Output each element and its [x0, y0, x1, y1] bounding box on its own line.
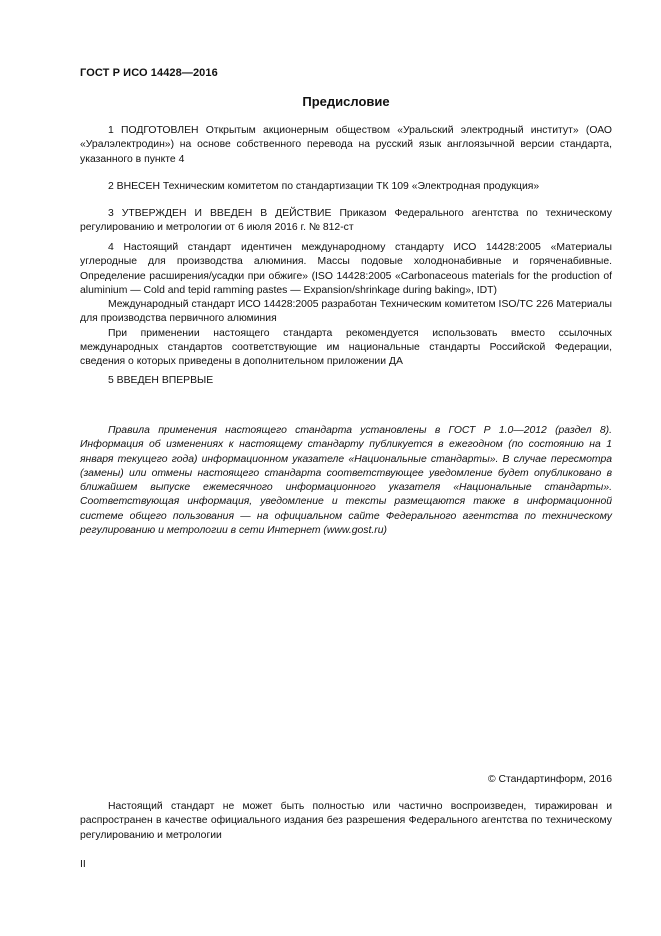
reproduction-notice-text: Настоящий стандарт не может быть полностью или частично воспроизведен, тиражирован и распространен в качестве официального издания без разрешения Федерального агентства по техническому регулированию и метрологии — [80, 801, 612, 841]
document-code: ГОСТ Р ИСО 14428—2016 — [80, 67, 218, 79]
item-3-text: 3 УТВЕРЖДЕН И ВВЕДЕН В ДЕЙСТВИЕ Приказом Федерального агентства по техническому регулированию и метрологии от 6 июля 2016 г. № 812-ст — [80, 208, 612, 234]
item-4-paragraph-3: При применении настоящего стандарта рекомендуется использовать вместо ссылочных международных стандартов соответствующие им национальные стандарты Российской Федерации, сведения о которых приведены в дополнительном приложении ДА — [80, 327, 612, 368]
page-title: Предисловие — [302, 94, 390, 109]
item-4-paragraph-2: Международный стандарт ИСО 14428:2005 разработан Техническим комитетом ISO/TC 226 Материалы для производства первичного алюминия — [80, 299, 612, 325]
foreword-item-3 — [80, 207, 612, 236]
item-1-text: 1 ПОДГОТОВЛЕН Открытым акционерным обществом «Уральский электродный институт» (ОАО «Уралэлектродин») на основе собственного перевода на русский язык англоязычной версии стандарта, указанного в пункте 4 — [80, 125, 612, 165]
item-5-text: 5 ВВЕДЕН ВПЕРВЫЕ — [108, 375, 214, 386]
application-rules-notice — [80, 424, 612, 538]
foreword-item-1 — [80, 124, 612, 167]
foreword-item-4 — [80, 241, 612, 370]
copyright: © Стандартинформ, 2016 — [487, 774, 612, 785]
reproduction-notice — [80, 800, 612, 843]
item-4-paragraph-1: 4 Настоящий стандарт идентичен международному стандарту ИСО 14428:2005 «Материалы углеродные для производства алюминия. Массы подовые холоднонабивные и горяченабивные. Определение расширения/усадки при обжиге» (ISO 14428:2005 «Carbonaceous materials for the production of aluminium — Cold and tepid ramming pastes — Expansion/shrinkage during baking», IDT) — [80, 242, 612, 296]
item-2-text: 2 ВНЕСЕН Техническим комитетом по стандартизации ТК 109 «Электродная продукция» — [108, 181, 540, 192]
foreword-item-5 — [80, 374, 612, 388]
foreword-item-2 — [80, 180, 612, 194]
page-number: II — [80, 859, 86, 870]
notice-text: Правила применения настоящего стандарта установлены в ГОСТ Р 1.0—2012 (раздел 8). Информация об изменениях к настоящему стандарту публикуется в ежегодном (по состоянию на 1 января текущего года) информационном указателе «Национальные стандарты». В случае пересмотра (замены) или отмены настоящего стандарта соответствующее уведомление будет опубликовано в ближайшем выпуске ежемесячного информационного указателя «Национальные стандарты». Соответствующая информация, уведомление и тексты размещаются также в информационной системе общего пользования — на официальном сайте Федерального агентства по техническому регулированию и метрологии в сети Интернет (www.gost.ru) — [80, 425, 612, 537]
